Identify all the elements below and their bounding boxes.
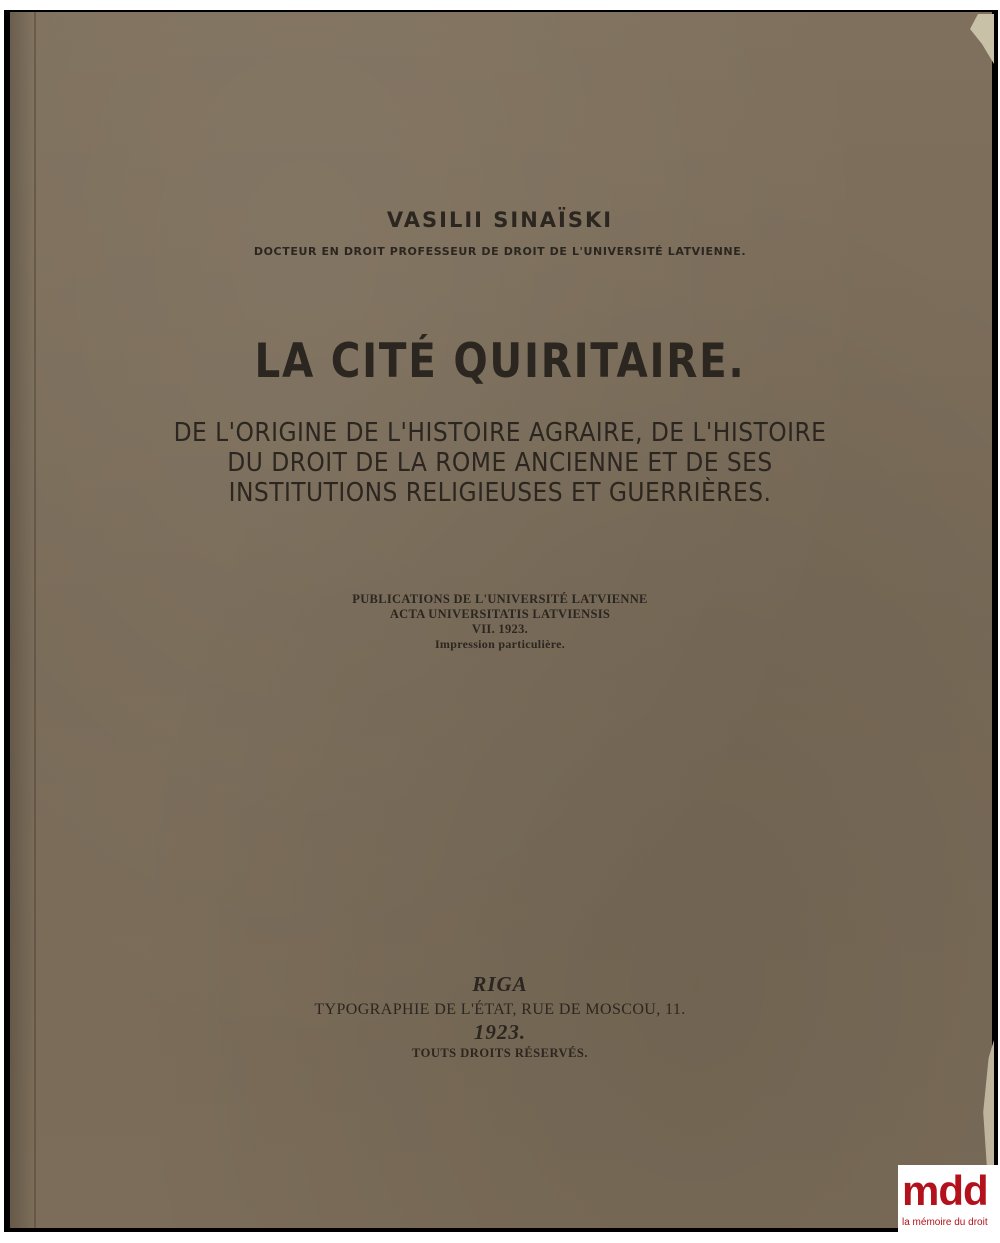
book-subtitle [50, 418, 950, 508]
subtitle-line: DU DROIT DE LA ROME ANCIENNE ET DE SES [227, 448, 773, 478]
author-credentials: DOCTEUR EN DROIT PROFESSEUR DE DROIT DE L'UNIVERSITÉ LATVIENNE. [253, 245, 747, 258]
rights-notice: TOUTS DROITS RÉSERVÉS. [411, 1046, 588, 1060]
publication-line: VII. 1923. [471, 622, 529, 636]
imprint-year: 1923. [473, 1020, 527, 1044]
publication-line: ACTA UNIVERSITATIS LATVIENSIS [389, 607, 611, 621]
mdd-logo-tagline: la mémoire du droit [902, 1217, 988, 1228]
mdd-logo-mark: mdd [902, 1167, 988, 1214]
publication-line: Impression particulière. [434, 637, 566, 651]
publication-line: PUBLICATIONS DE L'UNIVERSITÉ LATVIENNE [352, 592, 648, 606]
subtitle-line: INSTITUTIONS RELIGIEUSES ET GUERRIÈRES. [228, 478, 772, 508]
subtitle-line: DE L'ORIGINE DE L'HISTOIRE AGRAIRE, DE L'HISTOIRE [173, 418, 827, 448]
author-name: VASILII SINAÏSKI [386, 208, 614, 232]
imprint-printer: TYPOGRAPHIE DE L'ÉTAT, RUE DE MOSCOU, 11. [314, 1001, 686, 1018]
imprint-city: RIGA [472, 972, 528, 996]
publication-info [0, 592, 1000, 652]
mdd-logo [898, 1165, 998, 1240]
book-title: LA CITÉ QUIRITAIRE. [254, 334, 746, 389]
